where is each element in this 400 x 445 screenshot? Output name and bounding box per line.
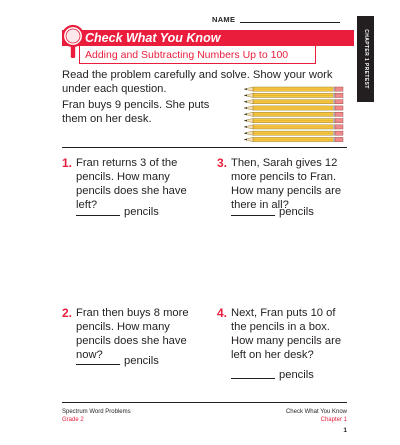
pencil xyxy=(244,137,343,141)
answer-3[interactable] xyxy=(231,206,314,218)
pencil xyxy=(244,93,343,97)
name-label: NAME xyxy=(212,15,236,24)
answer-unit: pencils xyxy=(279,369,314,381)
answer-unit: pencils xyxy=(124,206,159,218)
question-number: 2. xyxy=(62,306,73,320)
answer-1[interactable] xyxy=(76,206,159,218)
answer-4[interactable] xyxy=(231,369,314,381)
question-text: Next, Fran puts 10 of the pencils in a box. How many pencils are left on her desk? xyxy=(231,307,342,361)
footer-right xyxy=(286,408,347,424)
answer-2[interactable] xyxy=(76,355,159,367)
answer-blank[interactable] xyxy=(231,378,275,379)
answer-blank[interactable] xyxy=(231,215,275,216)
chapter-label: Chapter 1 xyxy=(320,417,347,423)
magnifying-glass-icon xyxy=(58,24,88,60)
pencil xyxy=(244,87,343,91)
grade-label: Grade 2 xyxy=(62,417,84,423)
pencils-illustration xyxy=(243,85,347,145)
answer-unit: pencils xyxy=(279,206,314,218)
question-2 xyxy=(62,306,196,362)
question-3 xyxy=(217,156,351,212)
section-banner xyxy=(62,30,354,46)
section-name: Check What You Know xyxy=(285,409,347,415)
pencil xyxy=(244,106,343,110)
name-underline[interactable] xyxy=(240,22,340,23)
question-text: Then, Sarah gives 12 more pencils to Fran. How many pencils are there in all? xyxy=(231,157,342,211)
question-text: Fran then buys 8 more pencils. How many pencils does she have now? xyxy=(76,307,189,361)
question-text: Fran returns 3 of the pencils. How many pencils does she have left? xyxy=(76,157,187,211)
question-4 xyxy=(217,306,351,362)
page-subtitle: Adding and Subtracting Numbers Up to 100 xyxy=(85,49,289,61)
answer-blank[interactable] xyxy=(76,364,120,365)
subtitle-box xyxy=(79,46,316,64)
question-number: 3. xyxy=(217,156,228,170)
page-number: 1 xyxy=(343,427,347,434)
answer-blank[interactable] xyxy=(76,215,120,216)
pencil xyxy=(244,125,343,129)
instructions-text: Read the problem carefully and solve. Show your work under each question. xyxy=(62,69,333,95)
question-number: 4. xyxy=(217,306,228,320)
pencil xyxy=(244,131,343,135)
footer-left xyxy=(62,408,131,424)
section-divider xyxy=(62,147,347,148)
page-title: Check What You Know xyxy=(85,31,221,45)
pencil xyxy=(244,112,343,116)
intro-text: Fran buys 9 pencils. She puts them on her desk. xyxy=(62,99,210,125)
answer-unit: pencils xyxy=(124,355,159,367)
pencil xyxy=(244,119,343,123)
question-number: 1. xyxy=(62,156,73,170)
question-1 xyxy=(62,156,196,212)
side-tab-label: CHAPTER 1 PRETEST xyxy=(362,29,369,89)
pencil xyxy=(244,100,343,104)
footer-divider xyxy=(62,402,347,403)
book-title: Spectrum Word Problems xyxy=(62,409,131,415)
name-field[interactable] xyxy=(212,15,235,24)
